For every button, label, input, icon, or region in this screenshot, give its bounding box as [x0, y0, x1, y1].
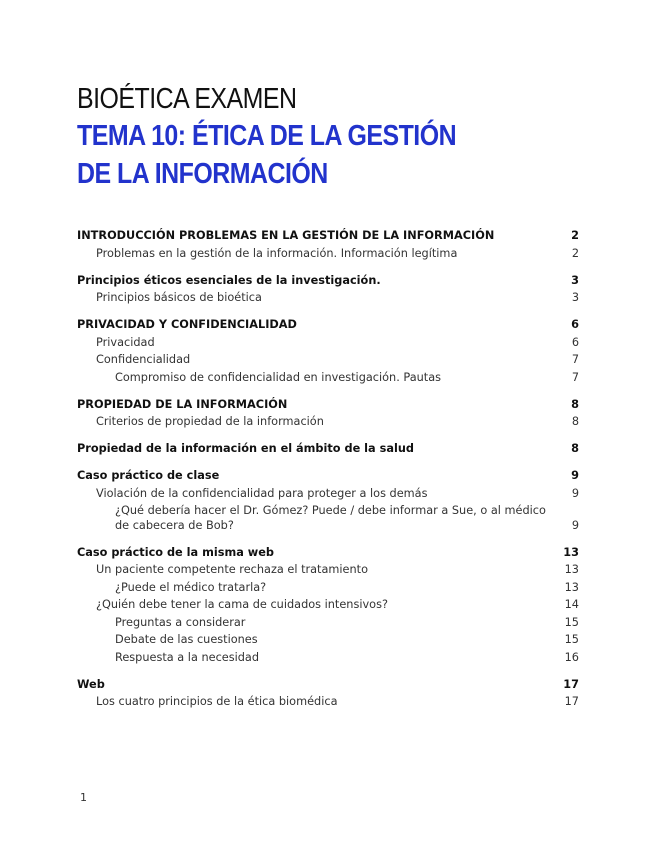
toc-entry[interactable] [77, 560, 579, 578]
toc-entry-title: Confidencialidad [96, 353, 191, 366]
toc-entry-page: 9 [571, 486, 579, 500]
toc-entry-page: 2 [571, 229, 579, 242]
toc-entry-title: Problemas en la gestión de la información. Información legítima [96, 246, 458, 260]
toc-entry[interactable] [77, 439, 579, 456]
toc-entry[interactable] [77, 483, 579, 501]
toc-entry[interactable] [77, 332, 579, 350]
toc-entry-title: PRIVACIDAD Y CONFIDENCIALIDAD [77, 318, 297, 331]
document-title: BIOÉTICA EXAMEN [77, 83, 297, 115]
toc-entry[interactable] [77, 543, 579, 560]
toc-entry[interactable] [77, 630, 579, 648]
toc-entry-page: 14 [564, 598, 579, 611]
toc-entry-title: Respuesta a la necesidad [115, 650, 260, 664]
toc-entry-page: 8 [571, 442, 579, 455]
toc-entry-page: 7 [571, 370, 579, 384]
toc-entry-title: Compromiso de confidencialidad en investigación. Pautas [115, 370, 442, 384]
toc-entry-page: 15 [564, 633, 579, 646]
page-number: 1 [80, 791, 87, 804]
toc-entry-title: ¿Quién debe tener la cama de cuidados intensivos? [96, 598, 388, 611]
toc-entry-page: 13 [564, 563, 579, 576]
toc-entry[interactable] [77, 647, 579, 665]
toc-entry-title: Principios básicos de bioética [96, 291, 262, 304]
toc-entry[interactable] [77, 501, 579, 533]
toc-entry-title: Caso práctico de clase [77, 469, 220, 482]
toc-entry-page: 6 [571, 318, 579, 331]
toc-entry[interactable] [77, 466, 579, 483]
toc-entry[interactable] [77, 315, 579, 332]
toc-entry[interactable] [77, 243, 579, 261]
toc-entry-title: Los cuatro principios de la ética biomédica [96, 695, 338, 708]
toc-entry-page: 17 [564, 695, 579, 708]
toc-entry-title: Privacidad [96, 335, 155, 349]
toc-entry[interactable] [77, 675, 579, 692]
toc-entry[interactable] [77, 595, 579, 613]
toc-entry[interactable] [77, 271, 579, 288]
toc-entry-title: Violación de la confidencialidad para proteger a los demás [96, 486, 428, 500]
toc-entry[interactable] [77, 412, 579, 430]
toc-entry-title: ¿Puede el médico tratarla? [115, 580, 267, 594]
toc-entry[interactable] [77, 395, 579, 412]
toc-entry-page: 9 [571, 469, 579, 482]
toc-entry-page: 6 [571, 335, 579, 349]
toc-entry-title: INTRODUCCIÓN PROBLEMAS EN LA GESTIÓN DE LA INFORMACIÓN [77, 229, 495, 242]
toc-entry-page: 2 [571, 246, 579, 260]
toc-entry-page: 3 [571, 273, 579, 287]
toc-entry-page: 13 [564, 580, 579, 594]
toc-entry-title: Preguntas a considerar [115, 615, 246, 629]
toc-entry-title: Principios éticos esenciales de la investigación. [77, 273, 381, 287]
toc-entry-title: Propiedad de la información en el ámbito de la salud [77, 442, 414, 455]
toc-entry-page: 7 [571, 353, 579, 366]
toc-entry[interactable] [77, 367, 579, 385]
toc-entry-page: 13 [563, 545, 579, 559]
toc-entry-title: Criterios de propiedad de la información [96, 415, 324, 428]
toc-entry-page: 9 [571, 518, 579, 532]
toc-entry-page: 15 [564, 615, 579, 629]
toc-entry[interactable] [77, 577, 579, 595]
toc-entry-page: 16 [564, 650, 579, 664]
toc-entry[interactable] [77, 692, 579, 710]
toc-entry-title: Web [77, 677, 105, 691]
toc-entry[interactable] [77, 612, 579, 630]
toc-entry-title: PROPIEDAD DE LA INFORMACIÓN [77, 397, 288, 411]
toc-entry[interactable] [77, 350, 579, 368]
toc-entry-title: Un paciente competente rechaza el tratamiento [96, 563, 369, 576]
toc-entry[interactable] [77, 288, 579, 306]
toc-entry-title: ¿Qué debería hacer el Dr. Gómez? Puede / debe informar a Sue, o al médico de cabecera de Bob? [115, 503, 546, 532]
toc-entry-page: 3 [571, 291, 579, 304]
toc-entry-title: Debate de las cuestiones [115, 633, 258, 646]
table-of-contents [77, 226, 579, 709]
toc-entry-page: 8 [571, 415, 579, 428]
toc-entry-title: Caso práctico de la misma web [77, 545, 274, 559]
document-subtitle: TEMA 10: ÉTICA DE LA GESTIÓN DE LA INFORMACIÓN [77, 120, 457, 190]
toc-entry-page: 8 [571, 397, 579, 411]
toc-entry-page: 17 [563, 677, 579, 691]
toc-entry[interactable] [77, 226, 579, 243]
